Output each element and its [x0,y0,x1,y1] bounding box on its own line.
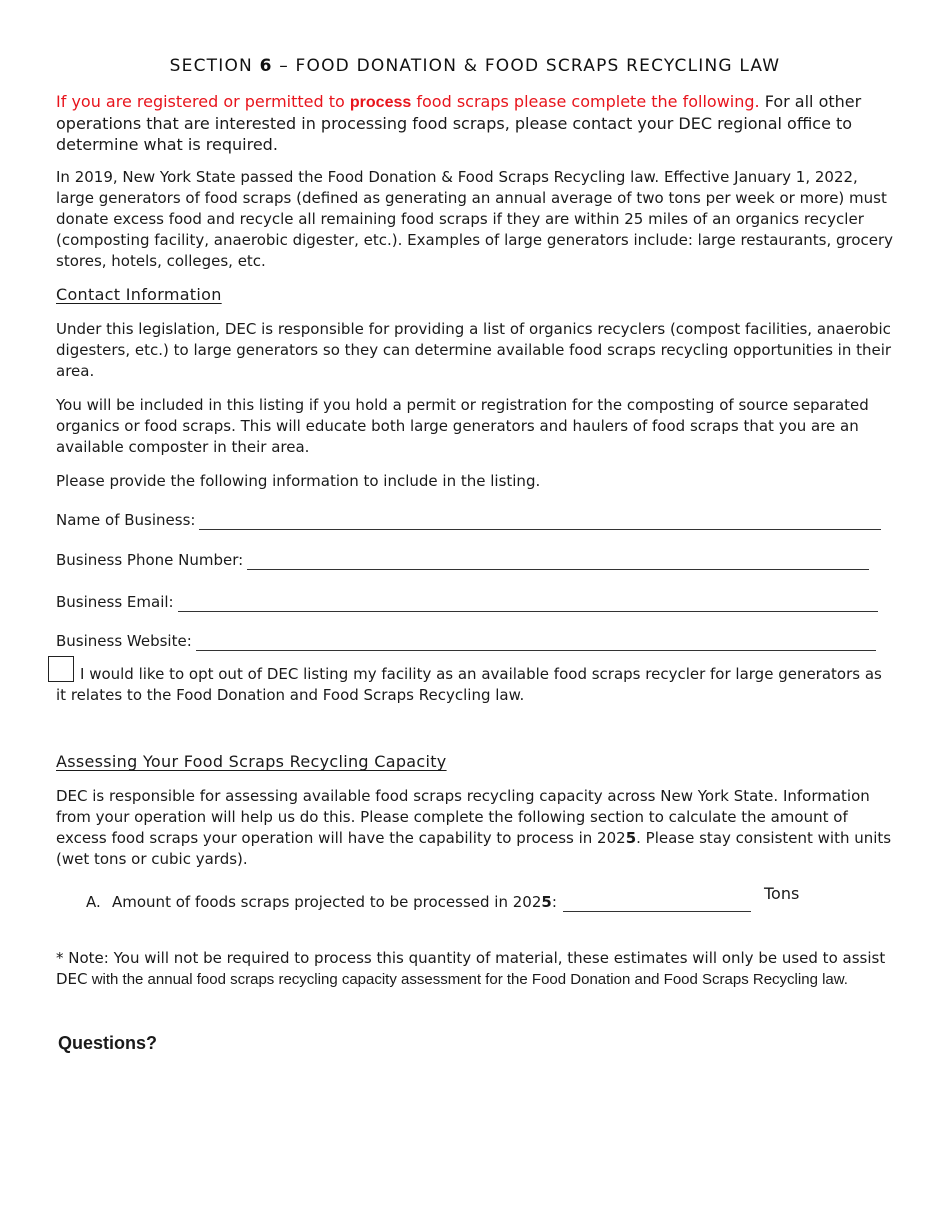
business-email-field [56,592,878,612]
section-prefix: SECTION [169,56,253,76]
note-part1: * Note: You will not be required to process this quantity of material, these estimates will only be used to assist DEC [56,949,886,988]
contact-para-1: Under this legislation, DEC is responsible for providing a list of organics recyclers (compost facilities, anaerobic digesters, etc.) to large generators so they can determine available food scraps recycling opportunities in their area. [56,320,892,380]
business-phone-input[interactable] [247,553,869,570]
section-number: 6 [259,56,273,76]
tons-unit-label: Tons [764,884,800,903]
business-email-label: Business Email: [56,593,174,611]
contact-heading: Contact Information [56,285,222,304]
capacity-para-b: . Please stay consistent with units (wet tons or cubic yards). [56,829,892,868]
business-website-field [56,631,876,651]
capacity-heading: Assessing Your Food Scraps Recycling Capacity [56,752,447,771]
intro-paragraph [56,91,896,155]
section-title-text: – FOOD DONATION & FOOD SCRAPS RECYCLING LAW [279,56,781,76]
business-name-label: Name of Business: [56,511,196,529]
item-a-label [112,892,557,912]
note-part2: with the annual food scraps recycling capacity assessment for the Food Donation and Food Scraps Recycling law. [91,971,848,988]
optout-text: I would like to opt out of DEC listing my facility as an available food scraps recycler for large generators as it relates to the Food Donation and Food Scraps Recycling law. [56,665,882,704]
law-paragraph: In 2019, New York State passed the Food Donation & Food Scraps Recycling law. Effective January 1, 2022, large generators of food scraps (defined as generating an annual average of two tons per week or more) must donate excess food and recycle all remaining food scraps if they are within 25 miles of an organics recycler (composting facility, anaerobic digester, etc.). Examples of large generators include: large restaurants, grocery stores, hotels, colleges, etc. [56,168,894,270]
contact-para-3: Please provide the following information to include in the listing. [56,472,541,490]
business-name-input[interactable] [199,513,881,530]
intro-red-part2: food scraps please complete the following. [416,92,760,111]
capacity-paragraph [56,786,896,870]
item-a-year-bold: 5 [541,893,552,911]
intro-red-text [56,92,760,111]
section-title [0,56,950,76]
note-paragraph [56,948,906,990]
questions-heading: Questions? [58,1033,158,1053]
intro-red-part1: If you are registered or permitted to [56,92,345,111]
optout-checkbox[interactable] [48,656,74,682]
intro-black-text: For all other operations that are interested in processing food scraps, please contact your DEC regional office to determine what is required. [56,92,862,154]
business-email-input[interactable] [178,595,878,612]
item-a-text: Amount of foods scraps projected to be processed in 202 [112,893,542,911]
tons-input[interactable] [563,895,751,912]
contact-para-2: You will be included in this listing if you hold a permit or registration for the composting of source separated organics or food scraps. This will educate both large generators and haulers of food scraps that you are an available composter in their area. [56,396,869,456]
business-website-label: Business Website: [56,632,192,650]
item-a-colon: : [551,893,557,911]
business-phone-field [56,550,869,570]
capacity-year-bold: 5 [625,829,637,847]
capacity-item-a [86,892,751,912]
item-a-letter: A. [86,893,101,911]
capacity-para-a: DEC is responsible for assessing available food scraps recycling capacity across New York State. Information from your operation will help us do this. Please complete the following section to calculate the amount of excess food scraps your operation will have the capability to process in 202 [56,787,870,847]
intro-red-bold: process [349,94,412,111]
business-website-input[interactable] [196,634,876,651]
business-phone-label: Business Phone Number: [56,551,244,569]
business-name-field [56,510,881,530]
